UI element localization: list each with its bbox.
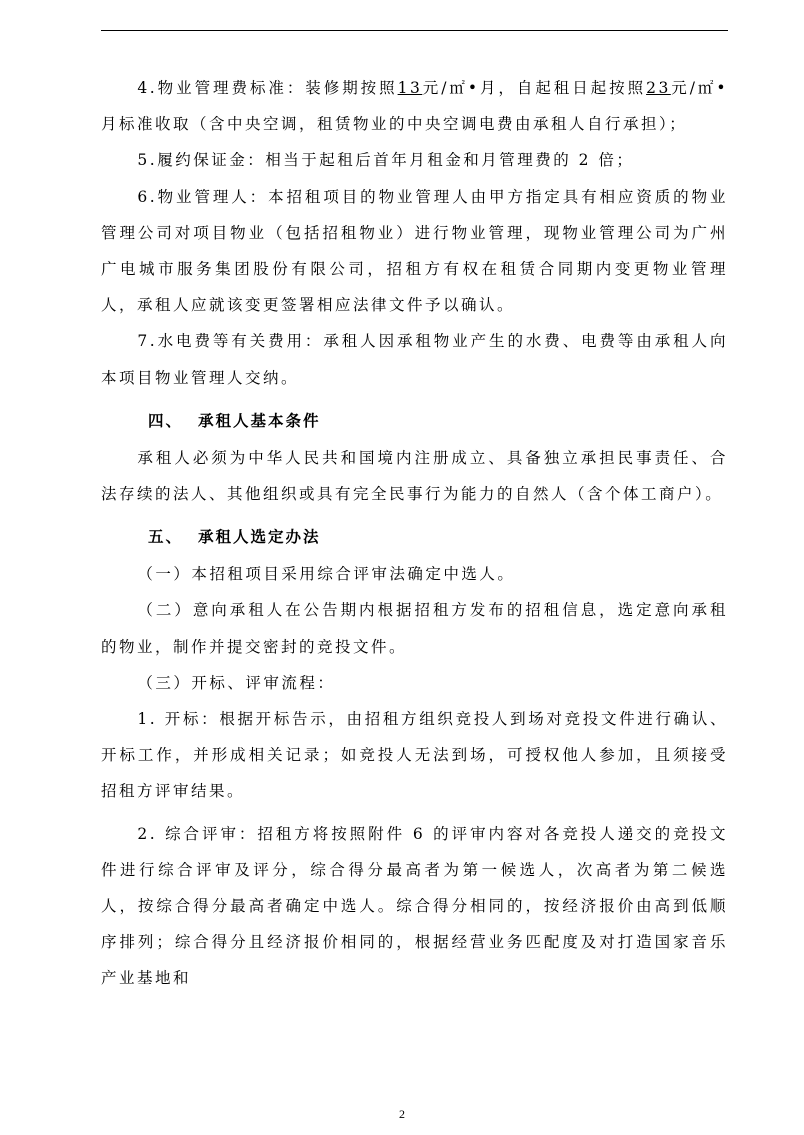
section-4-body: 承租人必须为中华人民共和国境内注册成立、具备独立承担民事责任、合法存续的法人、其他组织或具有完全民事行为能力的自然人（含个体工商户）。: [101, 448, 728, 504]
page-number: 2: [399, 1107, 405, 1121]
section-5-step-2-evaluation: 2. 综合评审：招租方将按照附件 6 的评审内容对各竞投人递交的竞投文件进行综合评审及评分，综合得分最高者为第一候选人，次高者为第二候选人，按综合得分最高者确定中选人。综合得分相同的，按经济报价由高到低顺序排列；综合得分且经济报价相同的，根据经营业务匹配度及对打造国家音乐产业基地和: [101, 824, 728, 988]
renovation-fee-value: 13: [397, 79, 423, 97]
section-5-step-1-opening: 1. 开标：根据开标告示，由招租方组织竞投人到场对竞投文件进行确认、开标工作，并形成相关记录；如竞投人无法到场，可授权他人参加，且须接受招租方评审结果。: [101, 710, 728, 801]
rent-period-fee-value: 23: [646, 79, 671, 97]
section-5-heading: [101, 518, 728, 556]
item-5-deposit: 5.履约保证金：相当于起租后首年月租金和月管理费的 2 倍；: [137, 151, 635, 170]
item-7-utilities: 7.水电费等有关费用：承租人因承租物业产生的水费、电费等由承租人向本项目物业管理人交纳。: [101, 332, 728, 387]
section-4-number: 四、: [148, 411, 184, 430]
item-4-text-b: 元/㎡•月，自起租日起按照: [422, 79, 647, 97]
section-5-title: 承租人选定办法: [198, 528, 321, 547]
item-4-management-fee: [101, 70, 728, 142]
section-5-number: 五、: [148, 528, 184, 547]
document-body: [101, 70, 728, 997]
item-6-property-manager: 6.物业管理人：本招租项目的物业管理人由甲方指定具有相应资质的物业管理公司对项目物业（包括招租物业）进行物业管理，现物业管理公司为广州广电城市服务集团股份有限公司，招租方有权在租赁合同期内变更物业管理人，承租人应就该变更签署相应法律文件予以确认。: [101, 187, 728, 315]
item-4-text-a: 4.物业管理费标准：装修期按照: [137, 79, 398, 97]
section-5-para-2: （二）意向承租人在公告期内根据招租方发布的招租信息，选定意向承租的物业，制作并提交密封的竞投文件。: [101, 601, 728, 656]
section-5-para-3: （三）开标、评审流程：: [137, 673, 336, 692]
section-5-para-1: （一）本招租项目采用综合评审法确定中选人。: [137, 565, 516, 584]
header-rule: [101, 30, 728, 31]
section-4-title: 承租人基本条件: [198, 411, 321, 430]
item-4-text-c: 元/㎡•月标准收取（含中央空调，租赁物业的中央空调电费由承租人自行承担）；: [101, 79, 728, 134]
section-4-heading: [101, 402, 728, 440]
